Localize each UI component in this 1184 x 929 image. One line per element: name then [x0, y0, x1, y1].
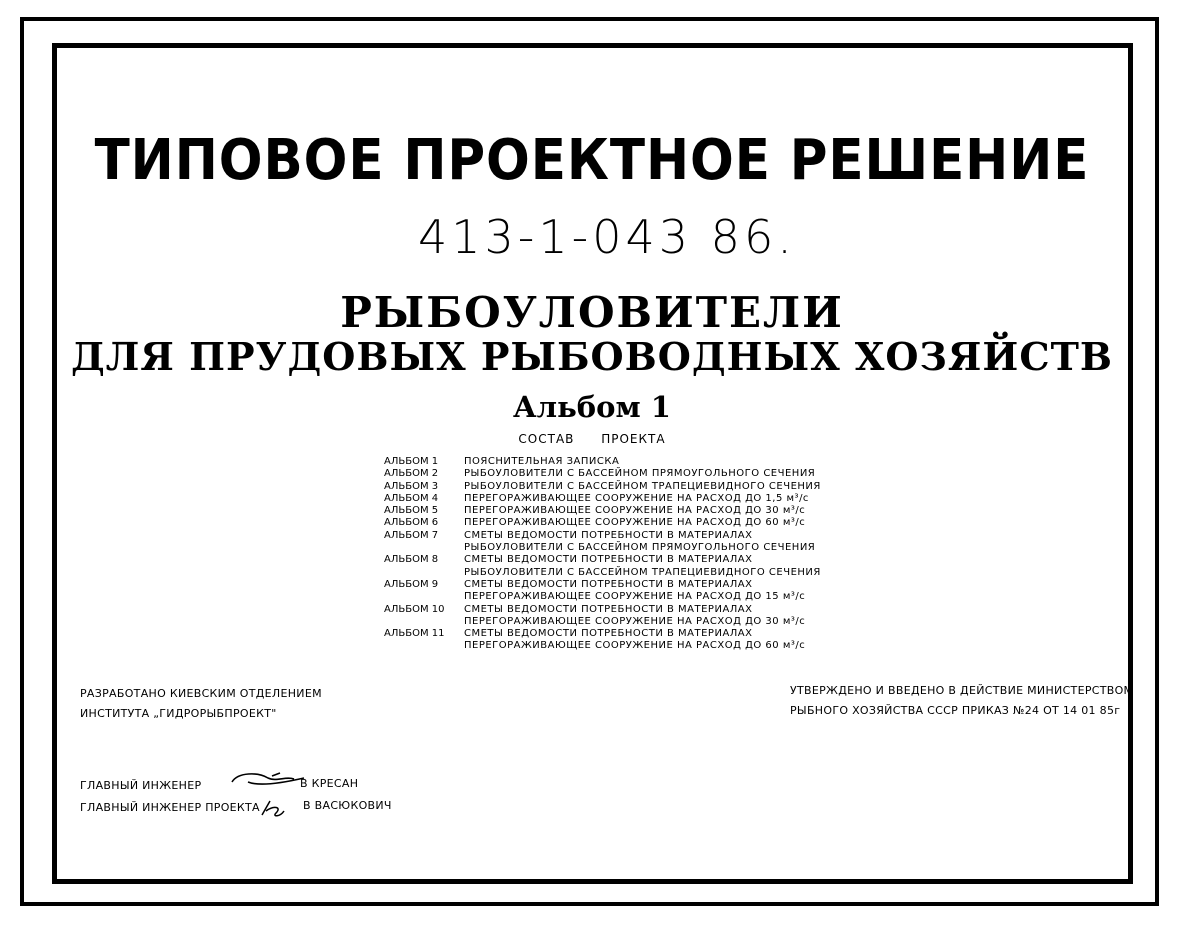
album-number: [384, 542, 464, 554]
album-description: ПЕРЕГОРАЖИВАЮЩЕЕ СООРУЖЕНИЕ НА РАСХОД ДО 60 м³/с: [464, 640, 806, 652]
developer-line-1: РАЗРАБОТАНО КИЕВСКИМ ОТДЕЛЕНИЕМ: [80, 687, 322, 700]
album-description: СМЕТЫ ВЕДОМОСТИ ПОТРЕБНОСТИ В МАТЕРИАЛАХ: [464, 578, 753, 590]
list-item: [384, 493, 821, 505]
list-item: [384, 554, 821, 566]
album-description: ПЕРЕГОРАЖИВАЮЩЕЕ СООРУЖЕНИЕ НА РАСХОД ДО 15 м³/с: [464, 591, 806, 603]
album-number: [384, 567, 464, 579]
list-item: [384, 468, 821, 480]
chief-engineer-name: В КРЕСАН: [300, 777, 359, 790]
album-number: АЛЬБОМ 9: [384, 578, 439, 590]
album-number: [384, 616, 464, 628]
album-number: АЛЬБОМ 7: [384, 529, 439, 541]
list-item: [384, 591, 821, 603]
list-item: [384, 505, 821, 517]
album-number: АЛЬБОМ 8: [384, 554, 439, 566]
album-number: АЛЬБОМ 4: [384, 492, 439, 504]
contents-list: [384, 456, 821, 653]
album-number: АЛЬБОМ 1: [384, 456, 439, 467]
album-description: РЫБОУЛОВИТЕЛИ С БАССЕЙНОМ ПРЯМОУГОЛЬНОГО СЕЧЕНИЯ: [464, 468, 816, 480]
project-engineer-signature: [258, 797, 288, 819]
album-description: СМЕТЫ ВЕДОМОСТИ ПОТРЕБНОСТИ В МАТЕРИАЛАХ: [464, 603, 753, 615]
list-item: [384, 628, 821, 640]
album-number: АЛЬБОМ 3: [384, 480, 439, 492]
album-description: ПЕРЕГОРАЖИВАЮЩЕЕ СООРУЖЕНИЕ НА РАСХОД ДО 30 м³/с: [464, 505, 806, 517]
album-description: РЫБОУЛОВИТЕЛИ С БАССЕЙНОМ ПРЯМОУГОЛЬНОГО СЕЧЕНИЯ: [464, 542, 816, 554]
album-number: [384, 591, 464, 603]
album-description: ПОЯСНИТЕЛЬНАЯ ЗАПИСКА: [464, 456, 620, 467]
list-item: [384, 456, 821, 468]
list-item: [384, 542, 821, 554]
album-description: ПЕРЕГОРАЖИВАЮЩЕЕ СООРУЖЕНИЕ НА РАСХОД ДО 30 м³/с: [464, 615, 806, 627]
album-number: АЛЬБОМ 11: [384, 628, 445, 640]
list-item: [384, 517, 821, 529]
album-number: АЛЬБОМ 2: [384, 468, 439, 480]
approval-line-2: РЫБНОГО ХОЗЯЙСТВА СССР ПРИКАЗ №24 ОТ 14 01 85г: [790, 704, 1121, 717]
contents-header: СОСТАВ ПРОЕКТА: [518, 432, 666, 446]
list-item: [384, 604, 821, 616]
list-item: [384, 640, 821, 652]
list-item: [384, 579, 821, 591]
project-code: 413-1-043 86.: [418, 210, 796, 264]
album-label: Альбом 1: [513, 390, 671, 424]
list-item: [384, 481, 821, 493]
list-item: [384, 530, 821, 542]
chief-engineer-signature: [228, 770, 308, 790]
approval-line-1: УТВЕРЖДЕНО И ВВЕДЕНО В ДЕЙСТВИЕ МИНИСТЕРСТВОМ: [790, 684, 1134, 697]
album-description: ПЕРЕГОРАЖИВАЮЩЕЕ СООРУЖЕНИЕ НА РАСХОД ДО 1,5 м³/с: [464, 492, 809, 504]
album-description: РЫБОУЛОВИТЕЛИ С БАССЕЙНОМ ТРАПЕЦИЕВИДНОГО СЕЧЕНИЯ: [464, 480, 821, 492]
project-engineer-name: В ВАСЮКОВИЧ: [303, 799, 392, 812]
list-item: [384, 567, 821, 579]
album-number: АЛЬБОМ 6: [384, 517, 439, 529]
album-number: [384, 640, 464, 652]
album-description: РЫБОУЛОВИТЕЛИ С БАССЕЙНОМ ТРАПЕЦИЕВИДНОГО СЕЧЕНИЯ: [464, 566, 821, 578]
album-number: АЛЬБОМ 5: [384, 505, 439, 517]
developer-line-2: ИНСТИТУТА „ГИДРОРЫБПРОЕКТ": [80, 707, 277, 720]
document-title: ТИПОВОЕ ПРОЕКТНОЕ РЕШЕНИЕ: [94, 128, 1090, 193]
album-description: ПЕРЕГОРАЖИВАЮЩЕЕ СООРУЖЕНИЕ НА РАСХОД ДО 60 м³/с: [464, 517, 806, 529]
album-description: СМЕТЫ ВЕДОМОСТИ ПОТРЕБНОСТИ В МАТЕРИАЛАХ: [464, 529, 753, 541]
chief-engineer-label: ГЛАВНЫЙ ИНЖЕНЕР: [80, 779, 202, 792]
album-description: СМЕТЫ ВЕДОМОСТИ ПОТРЕБНОСТИ В МАТЕРИАЛАХ: [464, 554, 753, 566]
album-description: СМЕТЫ ВЕДОМОСТИ ПОТРЕБНОСТИ В МАТЕРИАЛАХ: [464, 628, 753, 640]
subtitle-line-1: РЫБОУЛОВИТЕЛИ: [340, 288, 844, 337]
list-item: [384, 616, 821, 628]
project-engineer-label: ГЛАВНЫЙ ИНЖЕНЕР ПРОЕКТА: [80, 801, 260, 814]
album-number: АЛЬБОМ 10: [384, 603, 445, 615]
subtitle-line-2: ДЛЯ ПРУДОВЫХ РЫБОВОДНЫХ ХОЗЯЙСТВ: [71, 334, 1113, 379]
